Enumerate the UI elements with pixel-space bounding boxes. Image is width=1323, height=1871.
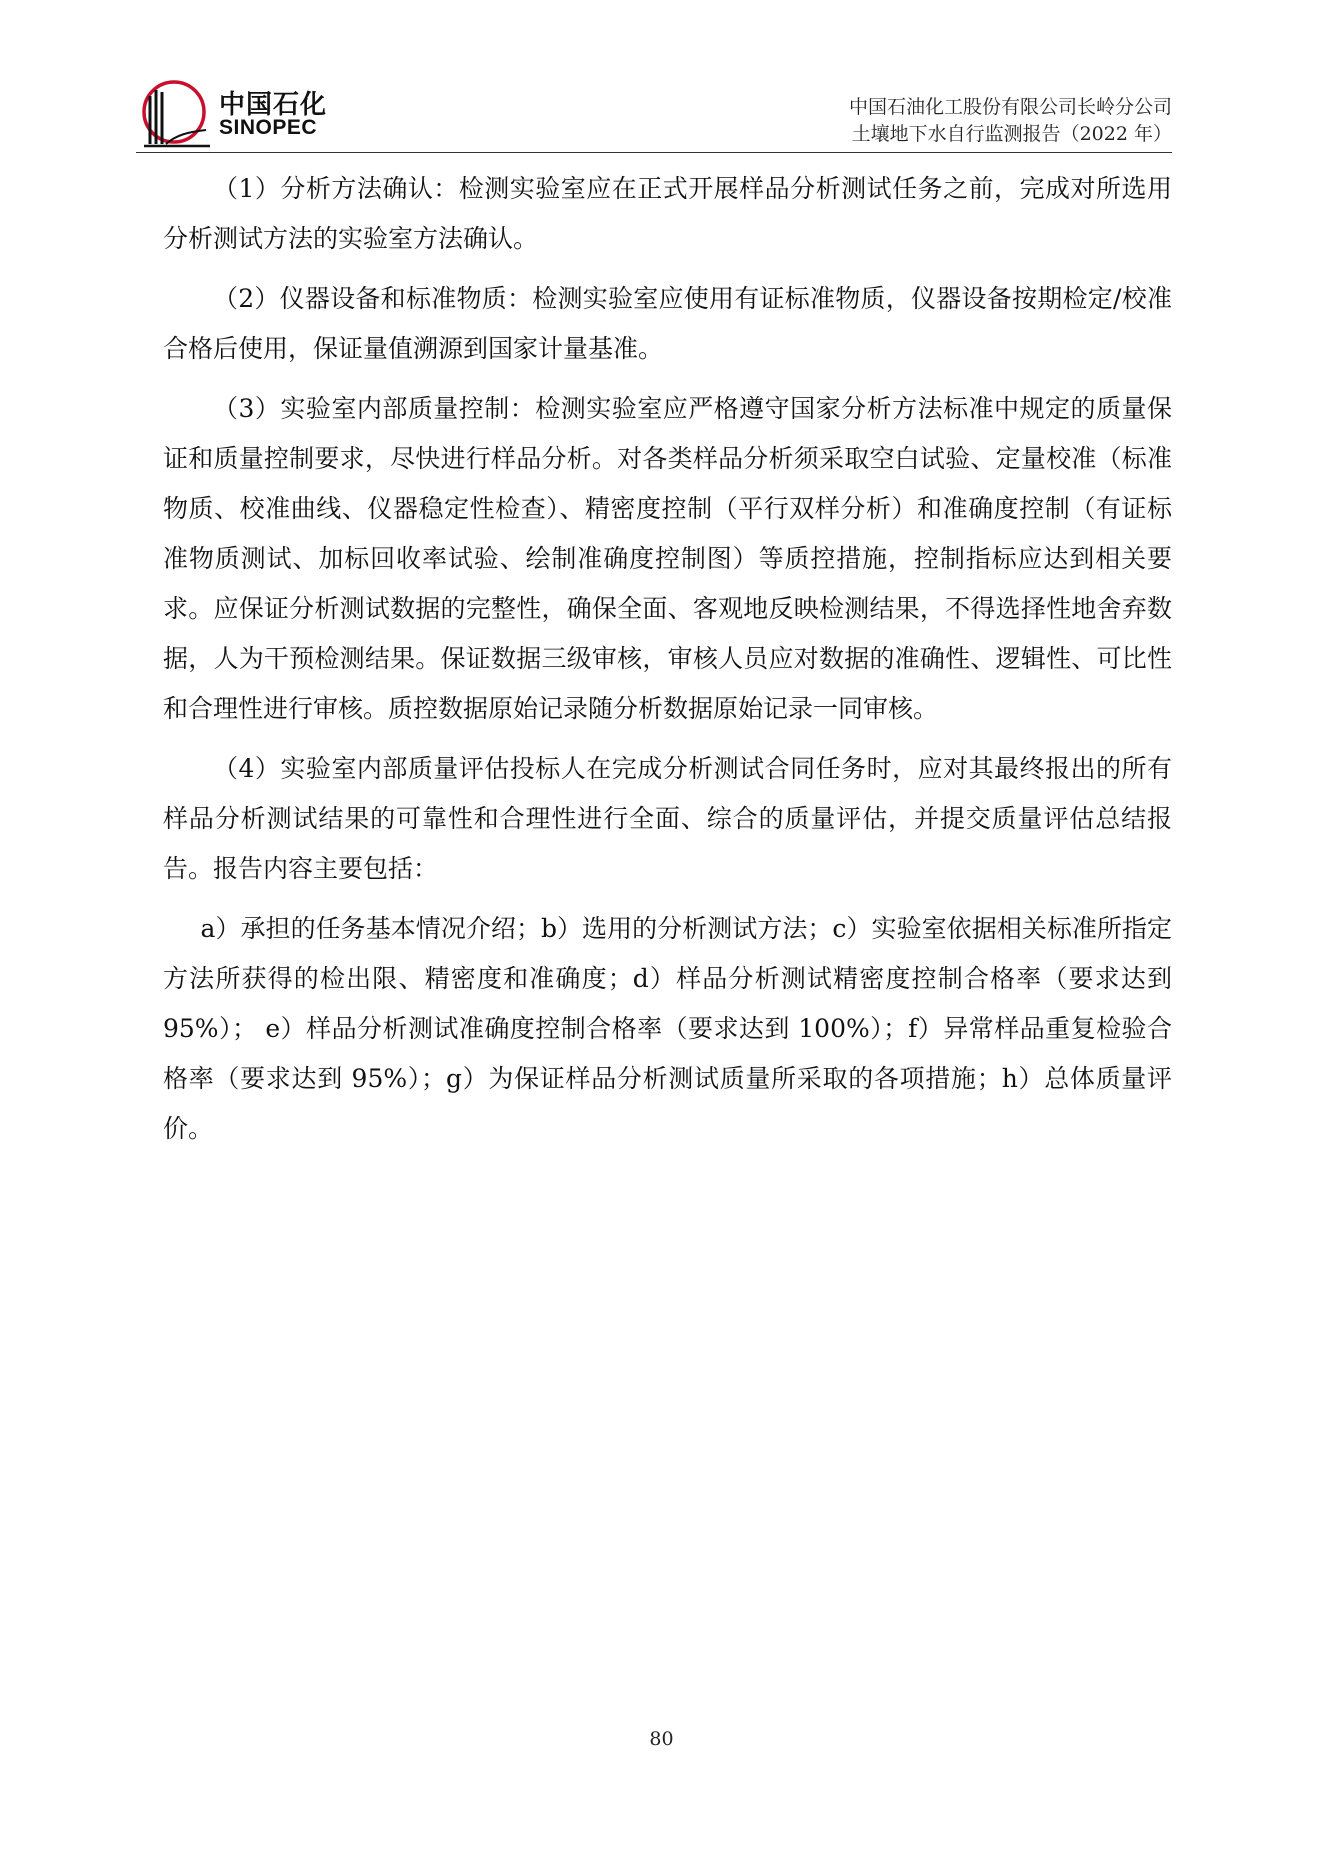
header-divider bbox=[136, 152, 1172, 153]
header-title-block bbox=[849, 94, 1172, 148]
report-title: 土壤地下水自行监测报告（2022 年） bbox=[851, 123, 1172, 145]
company-name: 中国石油化工股份有限公司长岭分公司 bbox=[848, 96, 1172, 118]
paragraph-internal-quality-control: （3）实验室内部质量控制：检测实验室应严格遵守国家分析方法标准中规定的质量保证和质量控制要求，尽快进行样品分析。对各类样品分析须采取空白试验、定量校准（标准物质、校准曲线、仪器稳定性检查）、精密度控制（平行双样分析）和准确度控制（有证标准物质测试、加标回收率试验、绘制准确度控制图）等质控措施，控制指标应达到相关要求。应保证分析测试数据的完整性，确保全面、客观地反映检测结果，不得选择性地舍弃数据，人为干预检测结果。保证数据三级审核，审核人员应对数据的准确性、逻辑性、可比性和合理性进行审核。质控数据原始记录随分析数据原始记录一同审核。 bbox=[163, 394, 1172, 723]
logo-chinese-text: 中国石化 bbox=[219, 90, 328, 120]
paragraph-method-confirmation: （1）分析方法确认：检测实验室应在正式开展样品分析测试任务之前，完成对所选用分析测试方法的实验室方法确认。 bbox=[163, 174, 1172, 253]
document-body bbox=[163, 164, 1172, 1164]
logo-english-text: SINOPEC bbox=[219, 116, 318, 139]
paragraph-report-contents: a）承担的任务基本情况介绍；b）选用的分析测试方法；c）实验室依据相关标准所指定方法所获得的检出限、精密度和准确度；d）样品分析测试精密度控制合格率（要求达到 95%）； e）样品分析测试准确度控制合格率（要求达到 100%）；f）异常样品重复检验合格率（要求达到 95%）；g）为保证样品分析测试质量所采取的各项措施；h）总体质量评价。 bbox=[163, 914, 1172, 1143]
paragraph-quality-assessment: （4）实验室内部质量评估投标人在完成分析测试合同任务时，应对其最终报出的所有样品分析测试结果的可靠性和合理性进行全面、综合的质量评估，并提交质量评估总结报告。报告内容主要包括： bbox=[163, 754, 1172, 883]
page-header bbox=[136, 80, 1172, 150]
paragraph-instruments-standards: （2）仪器设备和标准物质：检测实验室应使用有证标准物质，仪器设备按期检定/校准合格后使用，保证量值溯源到国家计量基准。 bbox=[163, 284, 1172, 363]
page-number: 80 bbox=[649, 1728, 674, 1750]
sinopec-logo-icon bbox=[136, 80, 336, 150]
